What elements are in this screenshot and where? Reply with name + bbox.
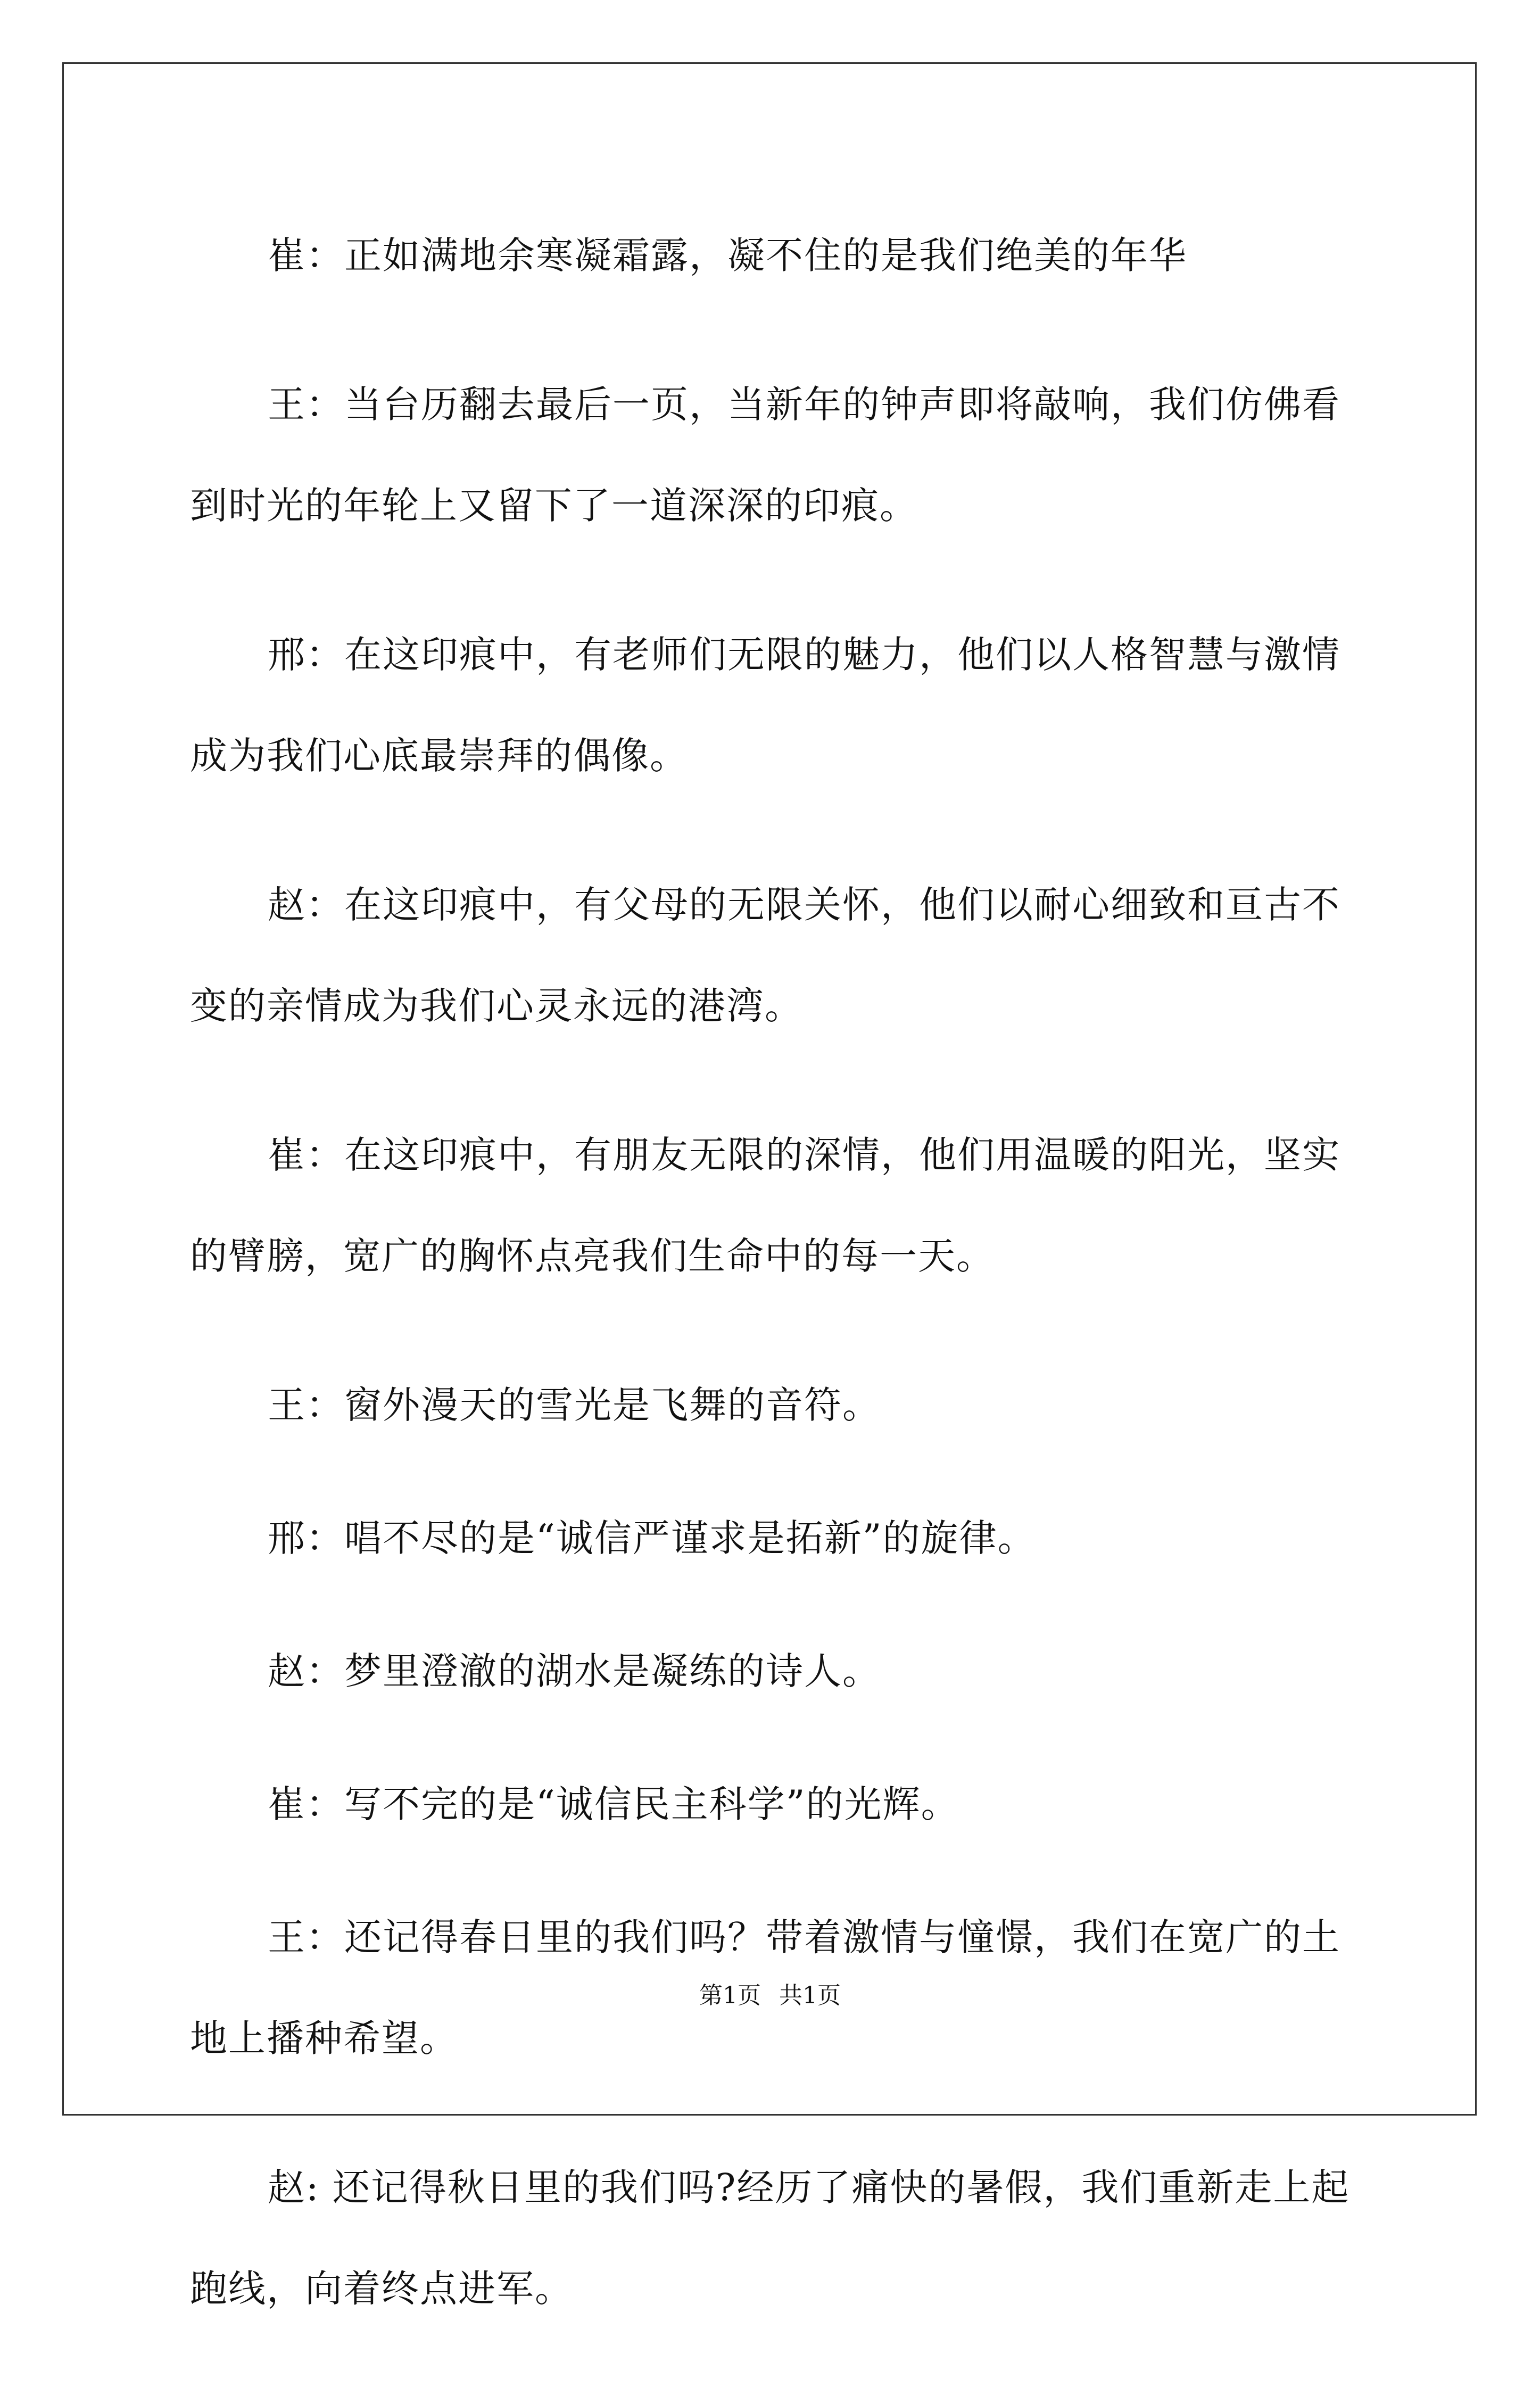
paragraph-2: 王：当台历翻去最后一页，当新年的钟声即将敲响，我们仿佛看到时光的年轮上又留下了一道深深的印痕。	[190, 383, 1340, 527]
paragraph-7: 邢：唱不尽的是“诚信严谨求是拓新”的旋律。	[268, 1516, 1036, 1560]
paragraph-11: 赵: 还记得秋日里的我们吗?经历了痛快的暑假，我们重新走上起跑线，向着终点进军。	[190, 2166, 1350, 2310]
document-body	[190, 205, 1355, 2387]
paragraph-10: 王：还记得春日里的我们吗？带着激情与憧憬，我们在宽广的土地上播种希望。	[190, 1915, 1340, 2060]
paragraph-5: 崔：在这印痕中，有朋友无限的深情，他们用温暖的阳光，坚实的臂膀，宽广的胸怀点亮我们生命中的每一天。	[190, 1133, 1340, 1278]
paragraph-3: 邢：在这印痕中，有老师们无限的魅力，他们以人格智慧与激情成为我们心底最崇拜的偶像。	[190, 633, 1340, 778]
paragraph-6: 王：窗外漫天的雪光是飞舞的音符。	[268, 1383, 881, 1427]
page-number-total: 共1页	[779, 1982, 841, 2009]
paragraph-1: 崔：正如满地余寒凝霜露，凝不住的是我们绝美的年华	[268, 234, 1187, 277]
paragraph-9: 崔：写不完的是“诚信民主科学”的光辉。	[268, 1782, 959, 1826]
paragraph-8: 赵：梦里澄澈的湖水是凝练的诗人。	[268, 1649, 881, 1693]
page-number-current: 第1页	[699, 1982, 761, 2009]
paragraph-4: 赵：在这印痕中，有父母的无限关怀，他们以耐心细致和亘古不变的亲情成为我们心灵永远的港湾。	[190, 883, 1340, 1028]
page-footer	[0, 1980, 1540, 2012]
